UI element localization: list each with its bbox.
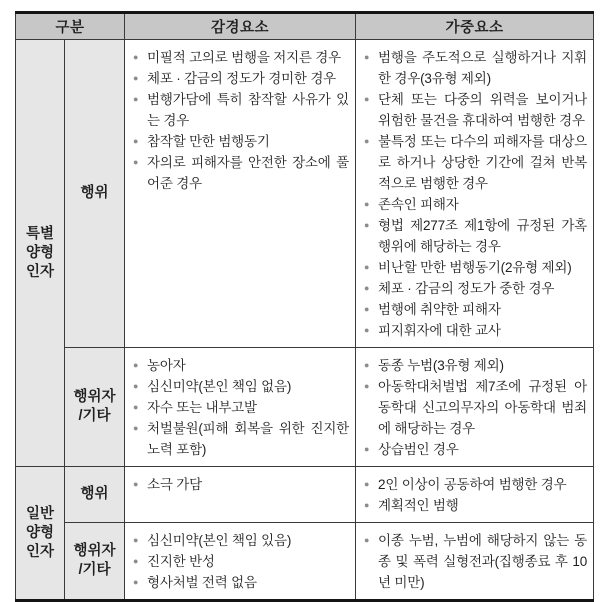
factor-list [125, 523, 355, 599]
bullet-icon: ● [364, 500, 370, 510]
list-item [364, 320, 587, 341]
bullet-icon: ● [364, 262, 370, 272]
list-item [364, 89, 587, 131]
list-item [133, 572, 349, 593]
factor-text: 비난할 만한 범행동기(2유형 제외) [378, 260, 572, 275]
sub-label-act [65, 467, 125, 523]
list-item [133, 68, 349, 89]
factor-list [356, 40, 593, 347]
list-item [364, 355, 587, 376]
list-item [364, 376, 587, 439]
list-item [133, 551, 349, 572]
list-item [133, 89, 349, 131]
cell-special-actor-aggravating [356, 348, 594, 467]
factor-text: 자의로 피해자를 안전한 장소에 풀어준 경우 [147, 155, 350, 191]
group-label-line: 양형 [25, 244, 54, 261]
sub-label-actor-etc [65, 348, 125, 467]
bullet-icon: ● [133, 402, 139, 412]
list-item [364, 299, 587, 320]
cell-special-act-aggravating [356, 40, 594, 348]
factor-text: 계획적인 범행 [378, 498, 459, 513]
sub-label-line: 행위자 [73, 389, 116, 405]
header-aggravating: 가중요소 [356, 13, 594, 40]
sub-label-actor-etc [65, 523, 125, 601]
list-item [133, 474, 349, 495]
sub-label-line: 행위 [80, 486, 109, 502]
factor-text: 동종 누범(3유형 제외) [378, 358, 504, 373]
bullet-icon: ● [133, 423, 139, 433]
header-mitigating: 감경요소 [125, 13, 356, 40]
list-item [364, 474, 587, 495]
table-row-special-act [16, 40, 594, 348]
list-item [364, 131, 587, 194]
list-item [364, 439, 587, 460]
list-item [364, 194, 587, 215]
list-item [133, 397, 349, 418]
factor-text: 진지한 반성 [147, 554, 215, 569]
bullet-icon: ● [364, 94, 370, 104]
list-item [364, 215, 587, 257]
sub-label-line: 행위자 [73, 543, 116, 559]
bullet-icon: ● [364, 136, 370, 146]
bullet-icon: ● [133, 157, 139, 167]
group-label-line: 일반 [25, 505, 54, 522]
group-label-line: 특별 [25, 225, 54, 242]
list-item [364, 278, 587, 299]
bullet-icon: ● [364, 199, 370, 209]
list-item [133, 131, 349, 152]
factor-list [356, 467, 593, 522]
bullet-icon: ● [364, 52, 370, 62]
bullet-icon: ● [364, 535, 370, 545]
bullet-icon: ● [133, 381, 139, 391]
table-row-general-act [16, 467, 594, 523]
bullet-icon: ● [133, 577, 139, 587]
factor-list [125, 467, 355, 501]
factor-list [125, 40, 355, 200]
list-item [364, 495, 587, 516]
header-category: 구분 [16, 13, 125, 40]
factor-text: 범행을 주도적으로 실행하거나 지휘한 경우(3유형 제외) [378, 50, 588, 86]
cell-special-actor-mitigating [125, 348, 356, 467]
factor-text: 피지휘자에 대한 교사 [378, 323, 501, 338]
bullet-icon: ● [133, 479, 139, 489]
bullet-icon: ● [364, 381, 370, 391]
factor-text: 농아자 [147, 358, 186, 373]
bullet-icon: ● [133, 94, 139, 104]
sub-label-line: 행위 [80, 185, 109, 201]
cell-general-act-aggravating [356, 467, 594, 523]
factor-text: 2인 이상이 공동하여 범행한 경우 [378, 477, 567, 492]
sub-label-act [65, 40, 125, 348]
factor-text: 심신미약(본인 책임 있음) [147, 533, 292, 548]
table-row-general-actor [16, 523, 594, 601]
bullet-icon: ● [133, 136, 139, 146]
factor-text: 단체 또는 다중의 위력을 보이거나 위험한 물건을 휴대하여 범행한 경우 [378, 92, 588, 128]
table-row-special-actor [16, 348, 594, 467]
list-item [133, 355, 349, 376]
group-label-line: 인자 [25, 263, 54, 280]
factor-text: 미필적 고의로 범행을 저지른 경우 [147, 50, 341, 65]
factor-text: 형사처벌 전력 없음 [147, 575, 257, 590]
list-item [133, 418, 349, 460]
factor-text: 이종 누범, 누범에 해당하지 않는 동종 및 폭력 실형전과(집행종료 후 10년 미만) [378, 533, 588, 590]
factor-text: 범행에 취약한 피해자 [378, 302, 501, 317]
bullet-icon: ● [364, 220, 370, 230]
sub-label-line: /기타 [78, 562, 111, 578]
list-item [133, 47, 349, 68]
bullet-icon: ● [133, 73, 139, 83]
bullet-icon: ● [133, 360, 139, 370]
factor-text: 아동학대처벌법 제7조에 규정된 아동학대 신고의무자의 아동학대 범죄에 해당하는 경우 [378, 379, 588, 436]
list-item [133, 152, 349, 194]
bullet-icon: ● [133, 556, 139, 566]
group-label-line: 인자 [25, 543, 54, 560]
cell-general-actor-aggravating [356, 523, 594, 601]
group-label-special [16, 40, 65, 467]
factor-text: 체포 · 감금의 정도가 중한 경우 [378, 281, 555, 296]
bullet-icon: ● [364, 360, 370, 370]
cell-special-act-mitigating [125, 40, 356, 348]
factor-text: 형법 제277조 제1항에 규정된 가혹행위에 해당하는 경우 [378, 218, 588, 254]
sentencing-factors-table [15, 11, 594, 602]
factor-text: 불특정 또는 다수의 피해자를 대상으로 하거나 상당한 기간에 걸쳐 반복적으로 범행한 경우 [378, 134, 588, 191]
cell-general-act-mitigating [125, 467, 356, 523]
factor-text: 심신미약(본인 책임 없음) [147, 379, 292, 394]
list-item [364, 530, 587, 593]
cell-general-actor-mitigating [125, 523, 356, 601]
sub-label-line: /기타 [78, 408, 111, 424]
bullet-icon: ● [364, 479, 370, 489]
list-item [133, 376, 349, 397]
list-item [133, 530, 349, 551]
group-label-line: 양형 [25, 524, 54, 541]
bullet-icon: ● [364, 304, 370, 314]
list-item [364, 47, 587, 89]
factor-text: 존속인 피해자 [378, 197, 459, 212]
bullet-icon: ● [133, 52, 139, 62]
factor-text: 체포 · 감금의 정도가 경미한 경우 [147, 71, 336, 86]
factor-list [125, 348, 355, 466]
factor-text: 자수 또는 내부고발 [147, 400, 257, 415]
table-header-row [16, 13, 594, 40]
bullet-icon: ● [133, 535, 139, 545]
list-item [364, 257, 587, 278]
group-label-general [16, 467, 65, 601]
factor-text: 범행가담에 특히 참작할 사유가 있는 경우 [147, 92, 350, 128]
factor-text: 소극 가담 [147, 477, 202, 492]
bullet-icon: ● [364, 283, 370, 293]
factor-list [356, 523, 593, 599]
factor-text: 참작할 만한 범행동기 [147, 134, 270, 149]
factor-list [356, 348, 593, 466]
bullet-icon: ● [364, 325, 370, 335]
bullet-icon: ● [364, 444, 370, 454]
factor-text: 상습범인 경우 [378, 442, 459, 457]
factor-text: 처벌불원(피해 회복을 위한 진지한 노력 포함) [147, 421, 350, 457]
